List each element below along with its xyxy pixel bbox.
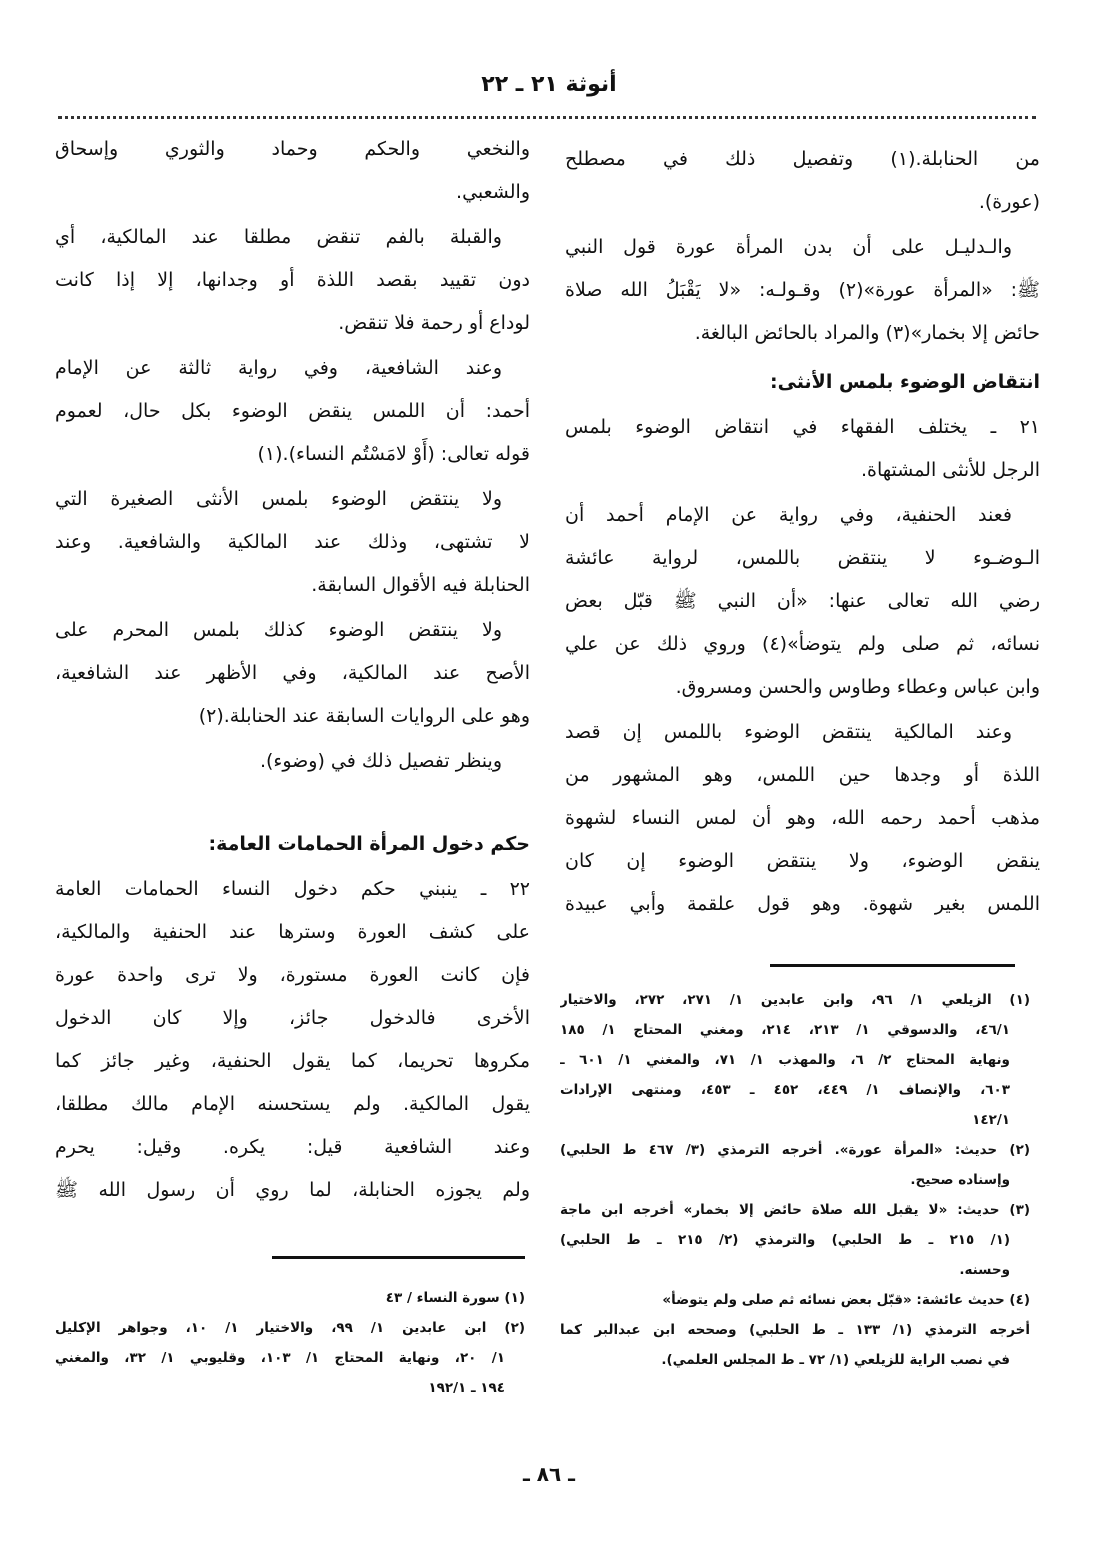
text-line: وعند الشافعية قيل: يكره. وقيل: يحرم <box>55 1136 530 1158</box>
footnote-line: (٢) ابن عابدين ١/ ٩٩، والاختيار ١/ ١٠، وجواهر الإكليل <box>55 1320 525 1336</box>
text-line: الحنابلة فيه الأقوال السابقة. <box>311 574 530 596</box>
paragraph <box>565 406 1040 492</box>
footnote-line: ٤٦/١، والدسوقي ١/ ٢١٣، ٢١٤، ومغني المحتاج ١/ ١٨٥ <box>560 1022 1010 1038</box>
footnotes-left <box>55 1283 525 1403</box>
paragraph <box>565 138 1040 224</box>
text-line: والنخعي والحكم وحماد والثوري وإسحاق <box>55 138 530 160</box>
text-line: ٢٢ ـ ينبني حكم دخول النساء الحمامات العامة <box>55 878 530 900</box>
paragraph <box>55 216 530 345</box>
text-line: والشعبي. <box>456 181 530 203</box>
text-line: والقبلة بالفم تنقض مطلقا عند المالكية، أي <box>55 226 502 248</box>
footnotes-right <box>560 985 1030 1375</box>
footnote-line: وإسناده صحيح. <box>910 1172 1010 1188</box>
paragraph <box>55 347 530 476</box>
text-line: ولا ينتقض الوضوء بلمس الأنثى الصغيرة التي <box>55 488 502 510</box>
paragraph <box>55 128 530 214</box>
text-line: وابن عباس وعطاء وطاوس والحسن ومسروق. <box>675 676 1040 698</box>
left-text-column <box>55 128 530 1214</box>
text-line: ولا ينتقض الوضوء كذلك بلمس المحرم على <box>55 619 502 641</box>
text-line: الأصح عند المالكية، وفي الأظهر عند الشافعية، <box>55 662 530 684</box>
footnote-line: ١٩٤ ـ ١٩٢/١ <box>428 1380 505 1396</box>
footnote-line: (١) الزيلعي ١/ ٩٦، وابن عابدين ١/ ٢٧١، ٢٧٢، والاختيار <box>560 992 1030 1008</box>
footnote-line: في نصب الراية للزيلعي (١/ ٧٢ ـ ط المجلس العلمي). <box>661 1352 1010 1368</box>
header-dotted-divider <box>58 116 1036 119</box>
text-line: ٢١ ـ يختلف الفقهاء في انتقاض الوضوء بلمس <box>565 416 1040 438</box>
paragraph <box>565 711 1040 926</box>
text-line: (عورة). <box>978 191 1040 213</box>
footnote-line: ونهاية المحتاج ٢/ ٦، والمهذب ١/ ٧١، والمغني ١/ ٦٠١ ـ <box>560 1052 1010 1068</box>
footnote-line: (٢) حديث: «المرأة عورة». أخرجه الترمذي (٣/ ٤٦٧ ط الحلبي) <box>560 1142 1030 1158</box>
text-line: حائض إلا بخمار»(٣) والمراد بالحائض البالغة. <box>694 322 1040 344</box>
text-line: وعند المالكية ينتقض الوضوء باللمس إن قصد <box>565 721 1012 743</box>
footnote-line: (٤) حديث عائشة: «قبّل بعض نسائه ثم صلى ولم يتوضأ» <box>662 1292 1030 1308</box>
paragraph <box>55 609 530 738</box>
text-line: ﷺ: «المرأة عورة»(٢) وقـولـه: «لا يَقْبَلُ الله صلاة <box>565 279 1040 301</box>
text-line: نسائه، ثم صلى ولم يتوضأ»(٤) وروي ذلك عن علي <box>565 633 1040 655</box>
page-header-title: أنوثة ٢١ ـ ٢٢ <box>481 72 617 97</box>
footnote-line: وحسنه. <box>959 1262 1010 1278</box>
paragraph <box>55 868 530 1212</box>
right-text-column <box>565 138 1040 928</box>
paragraph <box>55 478 530 607</box>
text-line: على كشف العورة وسترها عند الحنفية والمالكية، <box>55 921 530 943</box>
text-line: اللمس بغير شهوة. وهو قول علقمة وأبي عبيدة <box>565 893 1040 915</box>
text-line: دون تقييد بقصد اللذة أو وجدانها، إلا إذا كانت <box>55 269 530 291</box>
text-line: ينقض الوضوء، ولا ينتقض الوضوء إن كان <box>565 850 1040 872</box>
footnote-line: ١٤٢/١ <box>972 1112 1010 1128</box>
text-line: أحمد: أن اللمس ينقض الوضوء بكل حال، لعموم <box>55 400 530 422</box>
text-line: لا تشتهى، وذلك عند المالكية والشافعية. وعند <box>55 531 530 553</box>
footnote-line: (١/ ٢١٥ ـ ط الحلبي) والترمذي (٢/ ٢١٥ ـ ط الحلبي) <box>560 1232 1010 1248</box>
text-line: الـوضـوء لا ينتقض باللمس، لرواية عائشة <box>565 547 1040 569</box>
text-line: مكروها تحريما، كما يقول الحنفية، وغير جائز كما <box>55 1050 530 1072</box>
text-line: مذهب أحمد رحمه الله، وهو أن لمس النساء لشهوة <box>565 807 1040 829</box>
text-line: لوداع أو رحمة فلا تنقض. <box>338 312 530 334</box>
footnote-divider-left <box>272 1256 525 1259</box>
text-line: من الحنابلة.(١) وتفصيل ذلك في مصطلح <box>565 148 1040 170</box>
text-line: اللذة أو وجدها حين اللمس، وهو المشهور من <box>565 764 1040 786</box>
footnote-line: ١/ ٢٠، ونهاية المحتاج ١/ ١٠٣، وقليوبي ١/ ٣٢، والمغني <box>55 1350 505 1366</box>
text-line: رضي الله تعالى عنها: «أن النبي ﷺ قبّل بعض <box>565 590 1040 612</box>
paragraph <box>565 494 1040 709</box>
footnote-line: أخرجه الترمذي (١/ ١٣٣ ـ ط الحلبي) وصححه ابن عبدالبر كما <box>560 1322 1030 1338</box>
footnote-divider-right <box>770 964 1015 967</box>
text-line: والـدليـل على أن بدن المرأة عورة قول النبي <box>565 236 1012 258</box>
section-heading <box>55 823 530 866</box>
text-line: وعند الشافعية، وفي رواية ثالثة عن الإمام <box>55 357 502 379</box>
paragraph <box>565 226 1040 355</box>
text-line: قوله تعالى: (أَوْ لامَسْتُم النساء).(١) <box>257 443 530 465</box>
text-line: وهو على الروايات السابقة عند الحنابلة.(٢) <box>198 705 530 727</box>
text-line: انتقاض الوضوء بلمس الأنثى: <box>769 371 1040 393</box>
footnote-line: (٣) حديث: «لا يقبل الله صلاة حائض إلا بخمار» أخرجه ابن ماجة <box>560 1202 1030 1218</box>
page-number: ـ ٨٦ ـ <box>522 1462 576 1486</box>
text-line: فإن كانت العورة مستورة، ولا ترى واحدة عورة <box>55 964 530 986</box>
text-line: حكم دخول المرأة الحمامات العامة: <box>208 833 530 855</box>
text-line: الأخرى فالدخول جائز، وإلا كان الدخول <box>55 1007 530 1029</box>
footnote-line: ٦٠٣، والإنصاف ١/ ٤٤٩، ٤٥٢ ـ ٤٥٣، ومنتهى الإرادات <box>560 1082 1010 1098</box>
text-line: ولم يجوزه الحنابلة، لما روي أن رسول الله ﷺ <box>55 1179 530 1201</box>
text-line: يقول المالكية. ولم يستحسنه الإمام مالك مطلقا، <box>55 1093 530 1115</box>
text-line: وينظر تفصيل ذلك في (وضوء). <box>259 750 502 772</box>
paragraph <box>55 740 530 783</box>
footnote-line: (١) سورة النساء / ٤٣ <box>385 1290 525 1306</box>
text-line: الرجل للأنثى المشتهاة. <box>860 459 1040 481</box>
text-line: فعند الحنفية، وفي رواية عن الإمام أحمد أن <box>565 504 1012 526</box>
section-heading <box>565 361 1040 404</box>
